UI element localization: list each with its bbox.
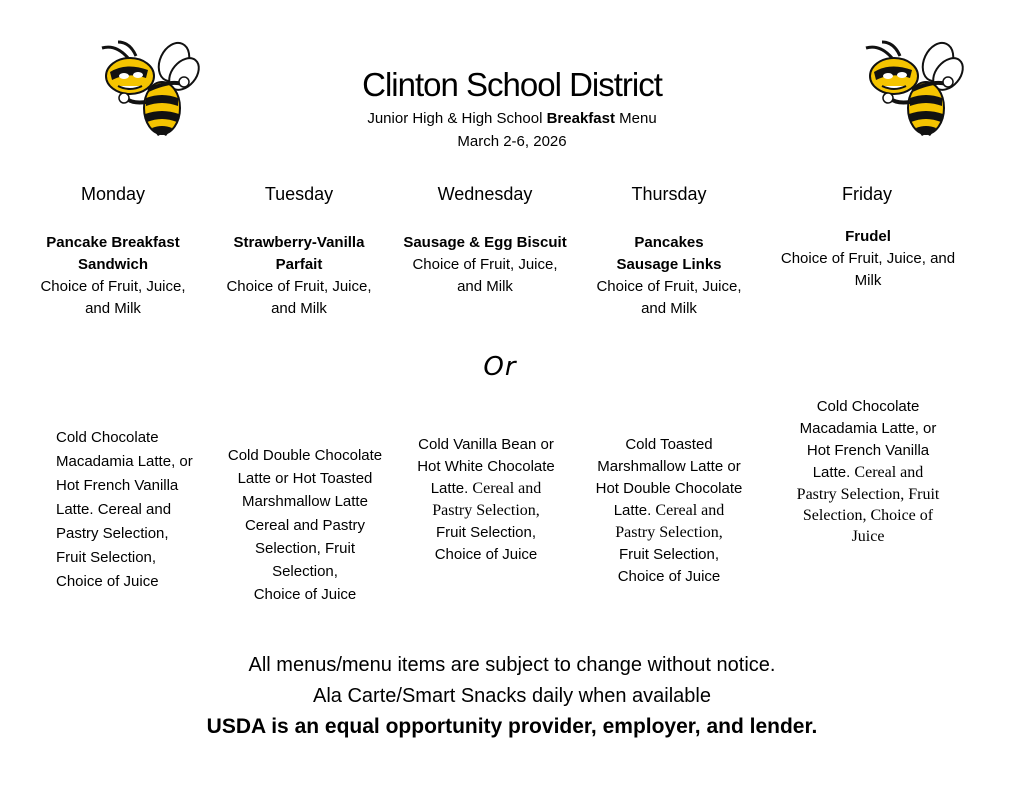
sides-line: Choice of Fruit, Juice, — [412, 256, 558, 273]
alt-line: Cold Chocolate — [56, 429, 159, 446]
alt-line: Macadamia Latte, or — [799, 420, 937, 437]
entree-line: Sausage & Egg Biscuit — [403, 234, 567, 251]
sides-line: Milk — [854, 272, 882, 289]
alt-text-serif: Cereal and — [472, 480, 542, 497]
day-friday: Friday — [841, 184, 892, 204]
alt-line: Choice of Juice — [617, 568, 721, 585]
alt-line: Hot French Vanilla — [806, 442, 930, 459]
alt-line: Cold Vanilla Bean or — [418, 436, 554, 453]
alt-line: Selection, — [272, 563, 338, 581]
alt-wednesday — [398, 434, 574, 566]
alt-line: Fruit Selection, — [618, 546, 720, 563]
alt-line: Choice of Juice — [253, 586, 357, 604]
alt-line: Pastry Selection, — [56, 525, 169, 542]
entree-line: Pancake Breakfast — [46, 234, 180, 251]
alt-line: Choice of Juice — [434, 546, 538, 563]
alt-line: Fruit Selection, — [435, 524, 537, 541]
entree-line: Strawberry-Vanilla — [233, 234, 365, 251]
alt-line: Hot Double Chocolate — [595, 480, 743, 497]
subtitle-text: Junior High & High School — [367, 110, 547, 127]
subtitle-meal: Breakfast — [546, 110, 615, 127]
alt-line: Cold Toasted — [625, 436, 713, 453]
sides-line: and Milk — [641, 300, 697, 317]
day-monday: Monday — [80, 184, 146, 204]
sides-line: Choice of Fruit, Juice, — [596, 278, 742, 295]
alt-text: Latte. — [613, 502, 656, 519]
footer-disclaimer: All menus/menu items are subject to change without notice. — [248, 654, 776, 676]
entree-line: Parfait — [275, 256, 323, 273]
alt-line: Latte or Hot Toasted — [237, 470, 373, 488]
day-tuesday: Tuesday — [264, 184, 334, 204]
alt-line — [398, 478, 574, 500]
menu-wednesday — [392, 232, 578, 298]
entree-line: Pancakes — [634, 234, 704, 251]
alt-line: Marshmallow Latte or — [597, 458, 741, 475]
alt-text-serif: Cereal and — [655, 502, 725, 519]
alt-text: Latte. — [812, 464, 855, 481]
entree-line: Sandwich — [77, 256, 148, 273]
menu-monday — [28, 232, 198, 320]
alt-line: Fruit Selection, — [56, 549, 157, 566]
footer-snacks: Ala Carte/Smart Snacks daily when available — [313, 685, 711, 707]
menu-subtitle — [0, 110, 1024, 127]
alt-line: Choice of Juice — [56, 573, 159, 590]
alt-friday — [786, 396, 950, 547]
sides-line: Choice of Fruit, Juice, — [40, 278, 186, 295]
alt-line: Selection, Fruit — [254, 539, 356, 557]
menu-tuesday — [214, 232, 384, 320]
menu-friday — [766, 226, 970, 292]
alt-line — [786, 462, 950, 484]
alt-line: Latte. Cereal and — [56, 501, 172, 518]
sides-line: and Milk — [457, 278, 513, 295]
sides-line: and Milk — [271, 300, 327, 317]
alt-tuesday — [212, 444, 398, 606]
alt-line: Juice — [851, 528, 885, 545]
alt-line: Cold Double Chocolate — [227, 447, 383, 464]
alt-text: Latte. — [430, 480, 473, 497]
or-divider: Or — [483, 352, 517, 382]
entree-line: Sausage Links — [616, 256, 722, 273]
entree-line: Frudel — [845, 228, 891, 245]
alt-line: Selection, Choice of — [802, 507, 934, 524]
alt-line: Cereal and Pastry — [244, 516, 366, 534]
alt-line: Cold Chocolate — [816, 398, 920, 415]
menu-thursday — [584, 232, 754, 320]
alt-thursday — [582, 434, 756, 588]
sides-line: and Milk — [85, 300, 141, 317]
alt-text-serif: Cereal and — [854, 464, 924, 481]
day-thursday: Thursday — [631, 184, 707, 204]
menu-dates: March 2-6, 2026 — [457, 133, 567, 150]
sides-line: Choice of Fruit, Juice, and — [780, 250, 956, 267]
alt-line: Pastry Selection, — [615, 524, 723, 541]
subtitle-suffix: Menu — [614, 110, 657, 127]
footer-usda-statement: USDA is an equal opportunity provider, employer, and lender. — [206, 715, 818, 738]
alt-line: Marshmallow Latte — [242, 493, 368, 511]
day-wednesday: Wednesday — [437, 184, 533, 204]
alt-line — [582, 500, 756, 522]
alt-line: Hot White Chocolate — [417, 458, 555, 475]
alt-line: Macadamia Latte, or — [56, 453, 193, 470]
sides-line: Choice of Fruit, Juice, — [226, 278, 372, 295]
page-title: Clinton School District — [362, 66, 662, 103]
alt-line: Hot French Vanilla — [56, 477, 179, 494]
alt-monday — [56, 426, 193, 594]
alt-line: Pastry Selection, — [432, 502, 540, 519]
alt-line: Pastry Selection, Fruit — [796, 486, 940, 503]
